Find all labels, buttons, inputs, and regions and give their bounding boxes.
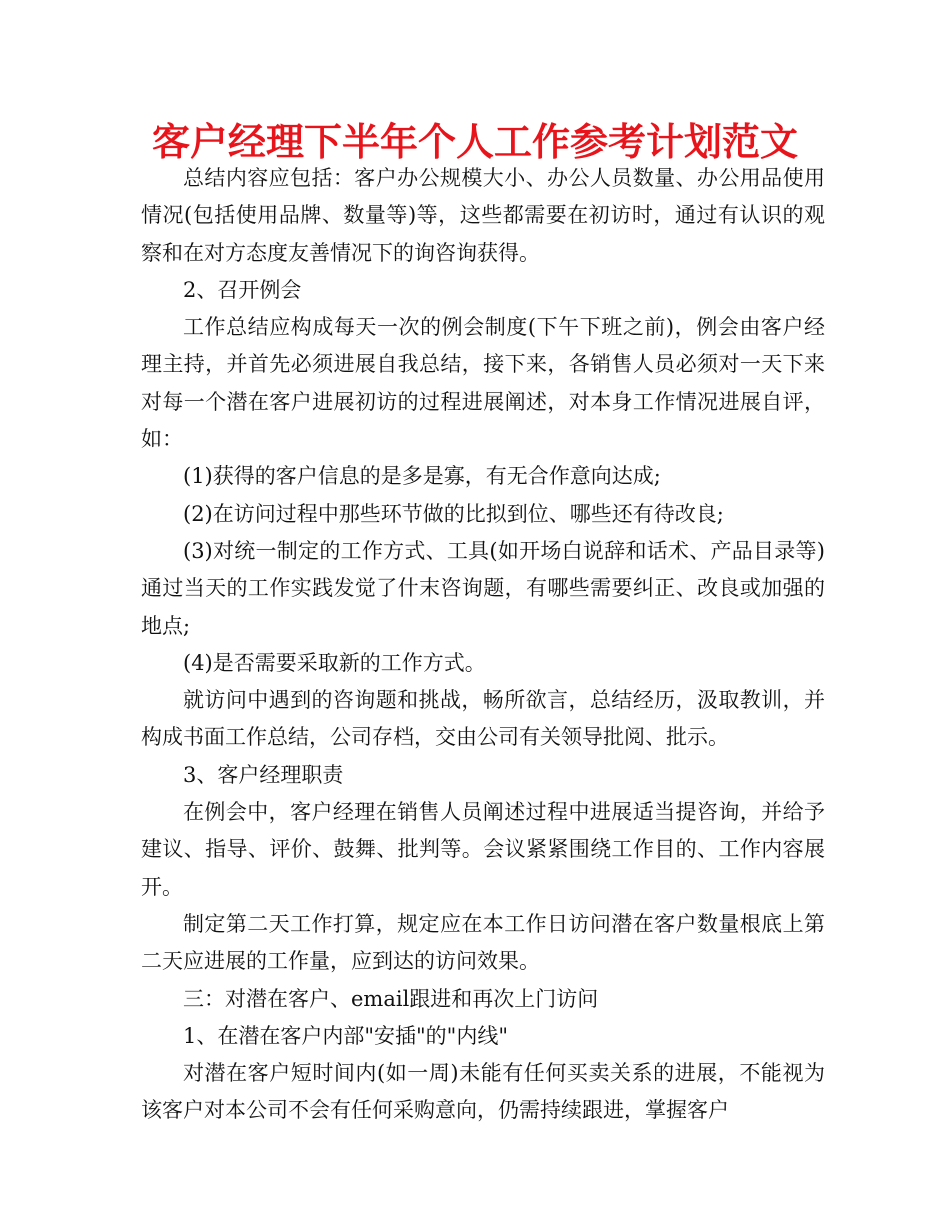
list-item-4: (4)是否需要采取新的工作方式。 [183, 650, 486, 675]
paragraph-next-day-plan: 制定第二天工作打算，规定应在本工作日访问潜在客户数量根底上第二天应进展的工作量，应到达的访问效果。 [141, 911, 825, 974]
paragraph-manager-role: 在例会中，客户经理在销售人员阐述过程中进展适当提咨询，并给予建议、指导、评价、鼓舞、批判等。会议紧紧围绕工作目的、工作内容展开。 [141, 800, 825, 899]
heading-hold-meeting: 2、召开例会 [183, 277, 302, 302]
heading-manager-duties: 3、客户经理职责 [183, 762, 344, 787]
paragraph-meeting-system: 工作总结应构成每天一次的例会制度(下午下班之前)，例会由客户经理主持，并首先必须进展自我总结，接下来，各销售人员必须对一天下来对每一个潜在客户进展初访的过程进展阐述，对本身工作情况进展自评，如： [141, 315, 825, 452]
heading-follow-up: 三：对潜在客户、email跟进和再次上门访问 [183, 986, 599, 1011]
paragraph-summary-content: 总结内容应包括：客户办公规模大小、办公人员数量、办公用品使用情况(包括使用品牌、数量等)等，这些都需要在初访时，通过有认识的观察和在对方态度友善情况下的询咨询获得。 [141, 166, 825, 265]
document-body [141, 160, 825, 1130]
list-item-1: (1)获得的客户信息的是多是寡，有无合作意向达成; [183, 464, 661, 489]
paragraph-challenges: 就访问中遇到的咨询题和挑战，畅所欲言，总结经历，汲取教训，并构成书面工作总结，公司存档，交由公司有关领导批阅、批示。 [141, 688, 825, 750]
document-title: 客户经理下半年个人工作参考计划范文 [151, 120, 798, 164]
heading-inside-contact: 1、在潜在客户内部"安插"的"内线" [183, 1023, 508, 1048]
paragraph-continue-follow: 对潜在客户短时间内(如一周)未能有任何买卖关系的进展，不能视为该客户对本公司不会有任何采购意向，仍需持续跟进，掌握客户 [141, 1061, 825, 1123]
list-item-3: (3)对统一制定的工作方式、工具(如开场白说辞和话术、产品目录等)通过当天的工作实践发觉了什末咨询题，有哪些需要纠正、改良或加强的地点; [141, 538, 825, 638]
list-item-2: (2)在访问过程中那些环节做的比拟到位、哪些还有待改良; [183, 501, 724, 526]
